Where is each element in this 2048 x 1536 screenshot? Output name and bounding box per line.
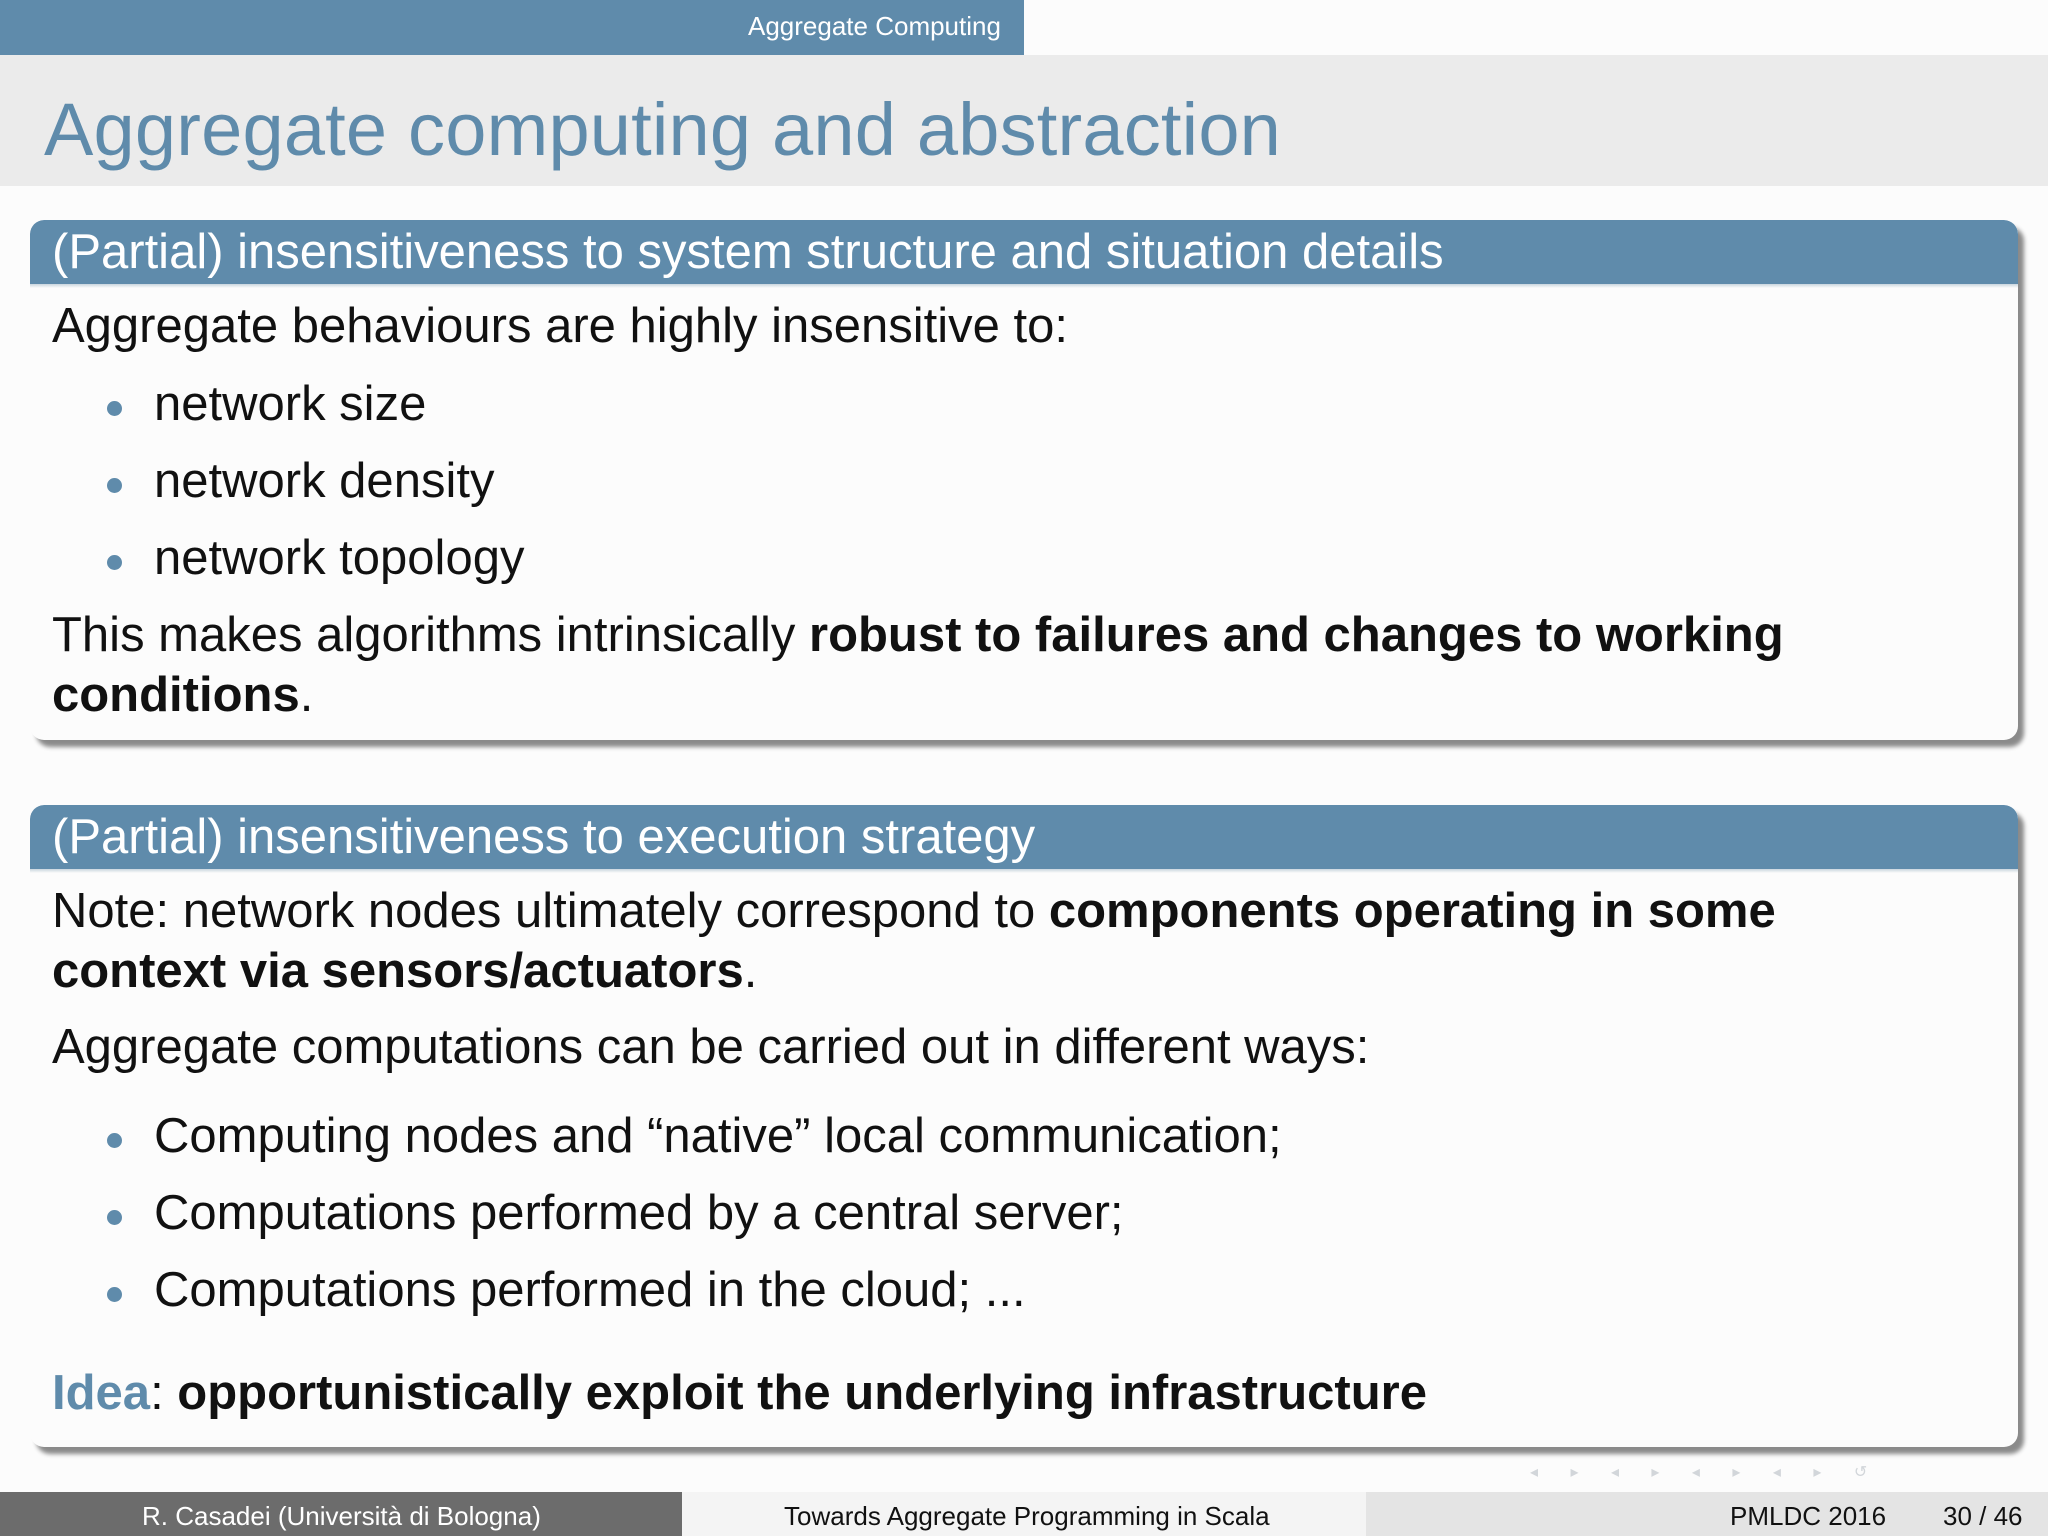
bullet-icon [107, 1133, 122, 1148]
block-divider [30, 284, 2018, 288]
conclusion-emphasis-end: conditions [52, 668, 300, 722]
block-divider [30, 869, 2018, 873]
idea-label: Idea [52, 1366, 151, 1420]
conclusion-line-2 [52, 665, 313, 725]
note-period: . [743, 944, 758, 998]
block-execution-insensitivity [30, 805, 2018, 1447]
block-intro: Aggregate behaviours are highly insensitive to: [52, 299, 1069, 353]
footer-talk-panel [682, 1492, 1366, 1536]
list-item: network density [154, 454, 495, 508]
page-number: 30 / 46 [1943, 1501, 2023, 1531]
list-item: Computations performed in the cloud; ... [154, 1263, 1026, 1317]
navigation-controls[interactable]: ◂ ▸ ◂ ▸ ◂ ▸ ◂ ▸ ↺ [1530, 1464, 1882, 1481]
block-title: (Partial) insensitiveness to system structure and situation details [30, 220, 2018, 284]
footer-author: R. Casadei (Università di Bologna) [142, 1501, 541, 1531]
bullet-icon [107, 401, 122, 416]
note-line-2 [52, 941, 757, 1001]
note-emphasis: components operating in some [1048, 884, 1776, 938]
block-intro: Aggregate computations can be carried out in different ways: [52, 1020, 1370, 1074]
note-line-1 [52, 881, 1776, 941]
conclusion-line-1 [52, 605, 1784, 665]
section-tab[interactable] [0, 0, 1024, 55]
conclusion-emphasis: robust to failures and changes to working [809, 608, 1784, 662]
block-structure-insensitivity [30, 220, 2018, 740]
conclusion-prefix: This makes algorithms intrinsically [52, 608, 809, 662]
bullet-icon [107, 1210, 122, 1225]
footer-conference: PMLDC 2016 [1730, 1501, 1887, 1531]
idea-text: opportunistically exploit the underlying infrastructure [177, 1366, 1427, 1420]
idea-line [52, 1363, 1427, 1423]
footer-talk-title: Towards Aggregate Programming in Scala [784, 1501, 1270, 1531]
note-prefix: Note: network nodes ultimately correspond to [52, 884, 1049, 938]
block-title: (Partial) insensitiveness to execution strategy [30, 805, 2018, 869]
list-item: network size [154, 377, 427, 431]
footer-author-panel [0, 1492, 682, 1536]
bullet-icon [107, 1287, 122, 1302]
title-band [0, 55, 2048, 186]
bullet-icon [107, 555, 122, 570]
slide-title: Aggregate computing and abstraction [44, 88, 1282, 171]
footer [0, 1492, 2048, 1536]
list-item: Computing nodes and “native” local communication; [154, 1109, 1282, 1163]
footer-conference-panel [1366, 1492, 2048, 1536]
note-emphasis-end: context via sensors/actuators [52, 944, 744, 998]
list-item: network topology [154, 531, 525, 585]
idea-separator: : [150, 1366, 178, 1420]
bullet-icon [107, 478, 122, 493]
section-label: Aggregate Computing [748, 11, 1001, 41]
conclusion-period: . [299, 668, 314, 722]
list-item: Computations performed by a central server; [154, 1186, 1124, 1240]
